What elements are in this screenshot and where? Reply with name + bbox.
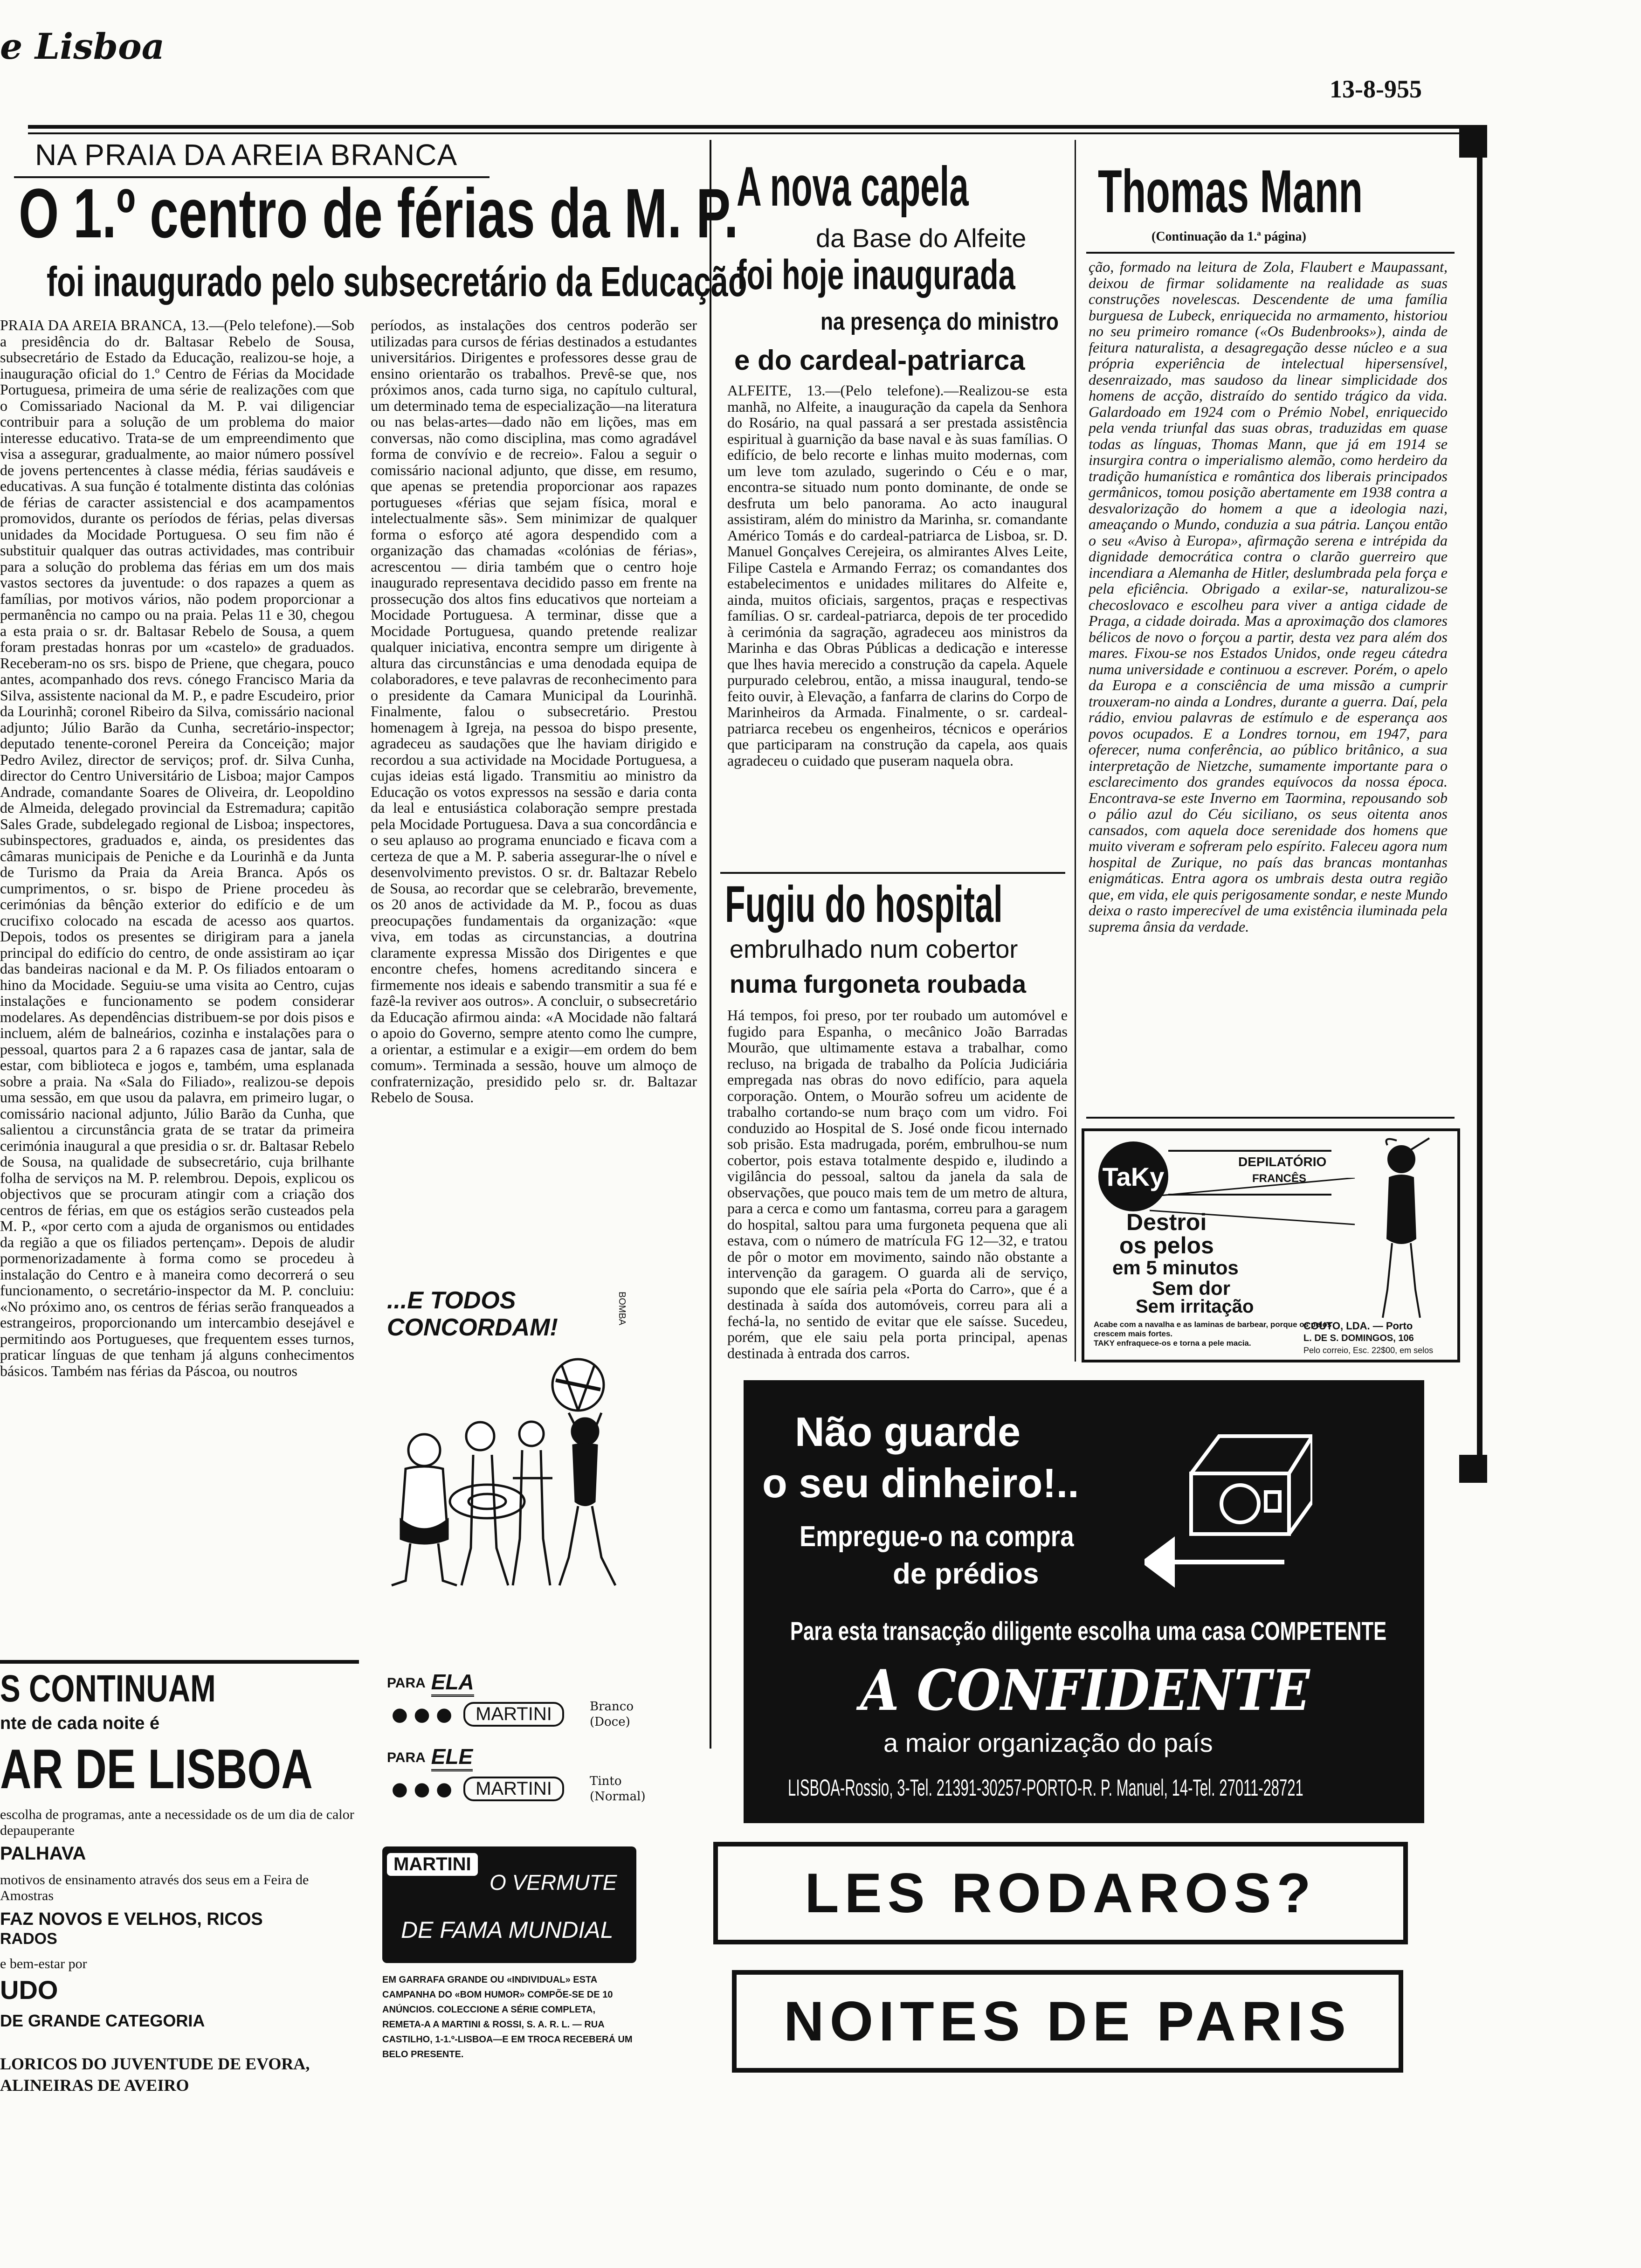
taky-price: Pelo correio, Esc. 22$00, em selos	[1303, 1346, 1434, 1355]
martini-slogan-2: DE FAMA MUNDIAL	[401, 1917, 614, 1943]
confidente-line5: Para esta transacção diligente escolha uma casa COMPETENTE	[790, 1616, 1387, 1646]
rodaros-line1: LES RODAROS?	[805, 1862, 1317, 1924]
martini-ele: ELE	[431, 1744, 473, 1771]
taky-ad	[1082, 1128, 1460, 1362]
confidente-line4: de prédios	[893, 1558, 1039, 1590]
corner-block	[1459, 125, 1487, 158]
confidente-line2: o seu dinheiro!..	[762, 1460, 1079, 1506]
hospital-sub1: embrulhado num cobertor	[730, 935, 1018, 963]
martini-label-1: MARTINI	[463, 1702, 564, 1727]
continuam-line4: escolha de programas, ante a necessidade os de um dia de calor depauperante	[0, 1807, 354, 1838]
taky-arrow-lines	[1150, 1178, 1364, 1271]
continuam-line5: PALHAVA	[0, 1843, 86, 1864]
mann-end-rule	[1086, 1117, 1455, 1119]
confidente-arrow	[1145, 1529, 1294, 1595]
right-frame-block	[1459, 1455, 1487, 1483]
continuam-line10: UDO	[0, 1975, 58, 2005]
taky-text1: Acabe com a navalha e as laminas de barbear, porque os pelos crescem mais fortes.	[1094, 1320, 1332, 1338]
left-subheadline: foi inaugurado pelo subsecretário da Educação	[47, 259, 747, 305]
top-rule	[28, 125, 1482, 129]
masthead: e Lisboa	[0, 26, 165, 67]
continuam-line9: e bem-estar por	[0, 1956, 87, 1971]
cartoon	[373, 1259, 676, 1595]
martini-brand-badge: MARTINI	[387, 1853, 478, 1876]
taky-depilatorio: DEPILATÓRIO	[1238, 1155, 1327, 1169]
rodaros-line2: NOITES DE PARIS	[784, 1990, 1351, 2053]
left-headline: O 1.º centro de férias da M. P.	[19, 174, 738, 252]
martini-normal: (Normal)	[590, 1790, 646, 1804]
taky-brand: TaKy	[1102, 1162, 1165, 1191]
martini-branco: Branco	[590, 1700, 634, 1714]
taky-line5: Sem irritação	[1136, 1296, 1254, 1317]
cartoon-caption: ...E TODOS CONCORDAM!	[387, 1287, 558, 1341]
left-article-col-2: períodos, as instalações dos centros poderão ser utilizadas para cursos de férias destinados a estudantes universitários. Dirigentes e professores desse grau de ensino orientarão os trabalhos. Prevê-se que, nos próximos anos, cada turno siga, no capítulo cultural, um determinado tema de especialização—na literatura ou nas belas-artes—dado não em lições, mas em conversas, não como disciplina, mas como agradável forma de convívio e de recreio». Falou a seguir o comissário nacional adjunto, que disse, em resumo, que apenas se pretendia proporcionar aos rapazes portugueses «férias que sejam física, moral e intelectualmente sãs». Sem minimizar de qualquer forma o esforço até agora despendido com a organização das chamadas «colónias de férias», acrescentou — diria também que o centro hoje inaugurado representava decidido passo em frente na prossecução dos altos fins educativos que norteiam a Mocidade Portuguesa. A terminar, disse que a Mocidade Portuguesa, quando pretende realizar qualquer iniciativa, encontra sempre um dirigente à altura das circunstâncias e uma denodada equipa de colaboradores, e teve palavras de reconhecimento para o presidente da Camara Municipal da Lourinhã. Finalmente, falou o subsecretário. Prestou homenagem à Igreja, na pessoa do bispo presente, agradeceu as saudações que lhe haviam dirigido e recordou a sua actividade na Mocidade Portuguesa, a cujas ideias está ligado. Transmitiu ao ministro da Educação os votos expressos na sessão e daria conta da leal e entusiástica colaboração sempre prestada pela Mocidade Portuguesa. Dava a sua concordância e o seu aplauso ao programa enunciado e ficava com a certeza de que a M. P. saberia assegurar-lhe o nível e desenvolvimento previstos. O sr. dr. Baltazar Rebelo de Sousa, ao recordar que se celebrarão, brevemente, os 20 anos de actividade da M. P., focou as duas preocupações fundamentais da organização: «que viva, em todas as circunstancias, a doutrina claramente expressa Missão dos Dirigentes e que encontre chefes, homens acreditando sincera e firmemente nos ideais e sabendo transmitir a sua fé e fazê-la reviver aos outros». A concluir, o subsecretário da Educação afirmou ainda: «A Mocidade não faltará o apoio do Governo, sempre atento como lhe cumpre, a orientar, a estimular e a exigir—em ordem do bem comum». Terminada a sessão, houve um almoço de confraternização, presidido pelo sr. dr. Baltazar Rebelo de Sousa.	[371, 317, 697, 1106]
taky-text2: TAKY enfraquece-os e torna a pele macia.	[1094, 1339, 1251, 1348]
taky-address: L. DE S. DOMINGOS, 106	[1303, 1333, 1414, 1343]
continuam-line3: AR DE LISBOA	[0, 1738, 313, 1800]
martini-para-ele: PARA	[387, 1749, 426, 1765]
continuam-line11: DE GRANDE CATEGORIA	[0, 2011, 205, 2030]
page-date: 13-8-955	[1330, 75, 1422, 103]
martini-small-print: EM GARRAFA GRANDE OU «INDIVIDUAL» ESTA CAMPANHA DO «BOM HUMOR» COMPÕE-SE DE 10 ANÚNCIOS. COLECCIONE A SÉRIE COMPLETA, REMETA-A A MARTINI & ROSSI, S. A. R. L. — RUA CASTILHO, 1-1.º-LISBOA—E EM TROCA RECEBERÁ UM BELO PRESENTE.	[382, 1975, 633, 2060]
section-label: NA PRAIA DA AREIA BRANCA	[35, 138, 458, 172]
capela-end-rule	[720, 872, 1065, 874]
martini-ela: ELA	[431, 1669, 474, 1697]
right-frame-rule	[1477, 125, 1482, 1477]
confidente-line1: Não guarde	[795, 1409, 1021, 1455]
top-rule-2	[28, 132, 1482, 134]
continuam-top-rule	[0, 1660, 359, 1664]
continuam-line1: S CONTINUAM	[0, 1667, 216, 1710]
mann-continuation: (Continuação da 1.ª página)	[1151, 229, 1307, 244]
martini-ad	[382, 1651, 681, 2178]
continuam-line13: ALINEIRAS DE AVEIRO	[0, 2076, 189, 2095]
martini-label-2: MARTINI	[463, 1777, 564, 1801]
taky-line4: Sem dor	[1152, 1277, 1231, 1299]
rodaros-box-2	[732, 1970, 1403, 2073]
taky-line3: em 5 minutos	[1112, 1257, 1239, 1279]
continuam-line2: nte de cada noite é	[0, 1714, 160, 1733]
confidente-brand: A CONFIDENTE	[860, 1658, 1310, 1723]
martini-slogan-box	[382, 1846, 636, 1963]
capela-body: ALFEITE, 13.—(Pelo telefone).—Realizou-se esta manhã, no Alfeite, a inauguração da capela da Senhora do Rosário, na qual passará a ser prestada assistência espiritual à guarnição da base naval e às suas famílias. O edifício, de belo recorte e linhas muito modernas, com um leve tom azulado, sugerindo o Céu e o mar, encontra-se situado num ponto dominante, de onde se desfruta um belo panorama. Ao acto inaugural assistiram, além do ministro da Marinha, sr. comandante Américo Tomás e do cardeal-patriarca de Lisboa, sr. D. Manuel Gonçalves Cerejeira, os almirantes Alves Leite, Filipe Castela e Armando Ferraz; os comandantes dos estabelecimentos e unidades militares do Alfeite e, ainda, muitos oficiais, sargentos, praças e respectivas famílias. O sr. cardeal-patriarca, depois de ter procedido à cerimónia da sagração, agradeceu aos ministros da Marinha e das Obras Públicas a dedicação e interesse que lhes havia merecido a construção da capela. Aquele purpurado celebrou, então, a missa inaugural, tendo-se feito ouvir, à Elevação, a fanfarra de clarins do Corpo de Marinheiros da Armada. Finalmente, o sr. cardeal-patriarca recebeu os engenheiros, técnicos e operários que participaram na construção da capela, aos quais agradeceu o cuidado que puseram naquela obra.	[727, 382, 1068, 769]
mann-body: ção, formado na leitura de Zola, Flaubert e Maupassant, deixou de firmar solidamente na realidade as suas construções novelescas. Descendente de uma família burguesa de Lubeck, enriquecida no armamento, historiou no seu primeiro romance («Os Budenbrooks»), ainda de feitura naturalista, a desagregação desse núcleo e a sua própria experiência de intelectual hipersensível, desenraizado, mas saudoso da linear simplicidade dos homens de acção, distraído do sentido trágico da vida. Galardoado em 1924 com o Prémio Nobel, enriquecido pela venda triunfal das suas obras, traduzidas em quase todas as línguas, Thomas Mann, que já em 1914 se insurgira contra o imperialismo alemão, como herdeiro da tradição humanística e romântica dos liberais principados germânicos, tomou posição abertamente em 1938 contra a desvalorização do homem a que a ideologia nazi, ameaçando o Mundo, conduzia a sua pátria. Lançou então o seu «Aviso à Europa», afirmação serena e intrépida da dignidade democrática contra o clarão guerreiro que incendiara a Alemanha de Hitler, deslumbrada pela força e pela eficiência. Obrigado a exilar-se, naturalizou-se checoslovaco e escolheu para viver a antiga cidade de Praga, a cidade doirada. Mas a aproximação dos clamores bélicos de novo o forçou a partir, desta vez para além dos mares. Fixou-se nos Estados Unidos, onde regeu cátedra numa universidade e continuou a escrever. Porém, o apelo da Europa e a consciência de uma missão a cumprir trouxeram-no ainda a Londres, durante a guerra. Daí, pela rádio, enviou palavras de estímulo e de esperança aos povos ocupados. E a Londres tornou, em 1947, para oferecer, numa conferência, ao público britânico, a sua interpretação de Nietzche, sumamente importante para o esclarecimento dos grandes equívocos da nossa época. Encontrava-se este Inverno em Taormina, repousando sob o pálio azul do Céu siciliano, os seus oitenta anos cansados, com aquela doce serenidade dos homens que muito viveram e sofreram pelo espírito. Faleceu agora num hospital de Zurique, no país das brancas montanhas enigmáticas. Entra agora os umbrais desta outra região que, em vida, ele quis perigosamente sondar, e neste Mundo deixa o rasto imperecível de uma existência iluminada pela suprema ânsia da verdade.	[1089, 259, 1448, 935]
rodaros-box-1	[713, 1842, 1408, 1944]
hospital-sub2: numa furgoneta roubada	[730, 970, 1027, 998]
col-rule-2	[1075, 140, 1076, 1362]
continuam-line7: FAZ NOVOS E VELHOS, RICOS	[0, 1909, 263, 1929]
capela-line3: foi hoje inaugurada	[737, 252, 1015, 298]
martini-dots-1: ● ● ●	[392, 1703, 453, 1725]
confidente-chest-icon	[1172, 1418, 1312, 1539]
hospital-body: Há tempos, foi preso, por ter roubado um automóvel e fugido para Espanha, o mecânico João Barradas Mourão, que ultimamente estava a trabalhar, como recluso, na brigada de trabalho da Polícia Judiciária empregada nas obras do novo edifício, para aquela corporação. Ontem, o Mourão sofreu um acidente de trabalho cortando-se num braço com um vidro. Foi conduzido ao Hospital de S. José onde ficou internado sob prisão. Esta madrugada, porém, embrulhou-se num cobertor, pois estava totalmente despido e, iludindo a vigilância do pessoal, saltou da janela da sala de observações, que pouco mais tem de um metro de altura, para a cerca e como um fantasma, correu para a garagem do hospital, saltou para uma furgoneta pequena que ali estava, com o número de matrícula FG 12—32, e tratou de pôr o motor em movimento, saindo não obstante a intervenção da garagem. O guarda ali de serviço, supondo que ele saíria pela «Porta do Carro», que é a destinada à saída dos automóveis, correu para ali a fechá-la, no sentido de evitar que ele saísse. Sucedeu, porém, que ele saiu pela porta principal, apenas destinada à entrada dos carros.	[727, 1007, 1068, 1362]
cartoon-signature: BOMBA	[617, 1292, 627, 1326]
capela-headline: A nova capela	[737, 155, 969, 218]
continuam-line8: RADOS	[0, 1930, 57, 1948]
confidente-address: LISBOA-Rossio, 3-Tel. 21391-30257-PORTO-R. P. Manuel, 14-Tel. 27011-28721	[788, 1775, 1303, 1801]
martini-slogan-1: O VERMUTE	[490, 1870, 617, 1895]
continuam-line6: motivos de ensinamento através dos seus em a Feira de Amostras	[0, 1872, 309, 1903]
martini-doce: (Doce)	[590, 1715, 630, 1729]
taky-line2: os pelos	[1119, 1232, 1214, 1258]
taky-company: COUTO, LDA. — Porto	[1303, 1320, 1413, 1332]
taky-woman-figure	[1355, 1136, 1448, 1322]
capela-line2: da Base do Alfeite	[816, 223, 1027, 253]
col-rule-1	[710, 140, 711, 1749]
martini-para-ela: PARA	[387, 1675, 426, 1691]
taky-line1: Destroi	[1126, 1209, 1207, 1235]
capela-line4: na presença do ministro	[820, 308, 1059, 335]
continuam-line12: LORICOS DO JUVENTUDE DE EVORA,	[0, 2054, 310, 2073]
cartoon-drawing	[373, 1259, 676, 1595]
confidente-tagline: a maior organização do país	[883, 1728, 1213, 1757]
mann-headline: Thomas Mann	[1098, 157, 1363, 225]
capela-line5: e do cardeal-patriarca	[734, 345, 1025, 376]
taky-frances: FRANCÊS	[1252, 1172, 1307, 1185]
confidente-ad	[744, 1380, 1424, 1823]
continuam-ad	[0, 1667, 359, 2133]
hospital-headline: Fugiu do hospital	[725, 876, 1003, 933]
martini-dots-2: ● ● ●	[392, 1778, 453, 1800]
martini-tinto: Tinto	[590, 1774, 622, 1788]
mann-rule	[1086, 252, 1455, 254]
left-article-col-1: PRAIA DA AREIA BRANCA, 13.—(Pelo telefone).—Sob a presidência do dr. Baltasar Rebelo de Sousa, subsecretário de Estado da Educação, realizou-se hoje, a inauguração oficial do 1.º Centro de Férias da Mocidade Portuguesa, primeira de uma série de realizações com que o Comissariado Nacional da M. P. vai diligenciar contribuir para a solução de um problema do maior interesse educativo. Trata-se de um empreendimento que visa a assegurar, gradualmente, ao maior número possível de jovens pertencentes à classe média, férias saudáveis e educativas. A sua função é totalmente distinta das colónias de férias de caracter assistencial e dos acampamentos promovidos, durante os períodos de férias, pelas diversas unidades da Mocidade Portuguesa. O seu fim não é substituir qualquer das outras actividades, mas contribuir para a solução do problema das férias em um dos mais vastos sectores da juventude: o dos rapazes a quem as famílias, por motivos vários, não podem proporcionar a permanência no campo ou na praia. Pelas 11 e 30, chegou a esta praia o sr. dr. Baltasar Rebelo de Sousa, a quem foram prestadas honras por um «castelo» de graduados. Receberam-no os srs. bispo de Priene, que chegara, pouco antes, acompanhado dos revs. cónego Francisco Maria da Silva, assistente nacional da M. P., e padre Escudeiro, prior da Lourinhã; coronel Ribeiro da Silva, comissário nacional adjunto; Júlio Barão da Cunha, secretário-inspector; deputado tenente-coronel Pereira da Conceição; major Pedro Avilez, director de serviços; prof. dr. Silva Cunha, director do Centro Universitário de Lisboa; major Campos Andrade, comandante Soares de Oliveira, dr. Leopoldino de Almeida, delegado provincial da Estremadura; capitão Sales Grade, subdelegado regional de Lisboa; inspectores, subinspectores, graduados e, ainda, os presidentes das câmaras municipais de Peniche e da Lourinhã e da Junta de Turismo da Praia da Areia Branca. Após os cumprimentos, o sr. bispo de Priene procedeu às cerimónias da bênção exterior do edifício e de um crucifixo colocado na escada de acesso aos quartos. Depois, todos os presentes se dirigiram para a janela principal do edifício do centro, de onde assistiram ao içar das bandeiras nacional e da M. P. Os filiados entoaram o hino da Mocidade. Seguiu-se uma visita ao Centro, cujas instalações e funcionamento se podem considerar modelares. As dependências distribuem-se por dois pisos e incluem, além de balneários, cozinha e instalações para o pessoal, quartos para 2 a 6 rapazes casa de jantar, sala de estar, com biblioteca e jogos e, também, uma esplanada sobre a praia. Na «Sala do Filiado», realizou-se depois uma sessão, em que usou da palavra, em primeiro lugar, o comissário nacional adjunto, Júlio Barão da Cunha, que salientou a circunstância grata de se tratar da primeira cerimónia inaugural a que presidia o sr. dr. Baltasar Rebelo de Sousa, na qualidade de subsecretário, cuja brilhante folha de serviços na M. P. relembrou. Depois, explicou os objectivos que se procuram atingir com a criação dos centros de férias, em que os estágios serão custeados pela M. P., «por certo com a ajuda de organismos ou entidades da região a que os filiados pertençam». Depois de aludir pormenorizadamente à forma como se procedeu à instalação do Centro e à maneira como decorrerá o seu funcionamento, o secretário-inspector da M. P. concluiu: «No próximo ano, os centros de férias serão franqueados a estrangeiros, proporcionando um intercambio desejável e permitindo aos Portugueses, que frequentem esses turnos, praticar línguas de que tenham já alguns conhecimentos básicos. Também nas férias da Páscoa, ou noutros	[0, 317, 354, 1379]
confidente-line3: Empregue-o na compra	[800, 1521, 1074, 1553]
